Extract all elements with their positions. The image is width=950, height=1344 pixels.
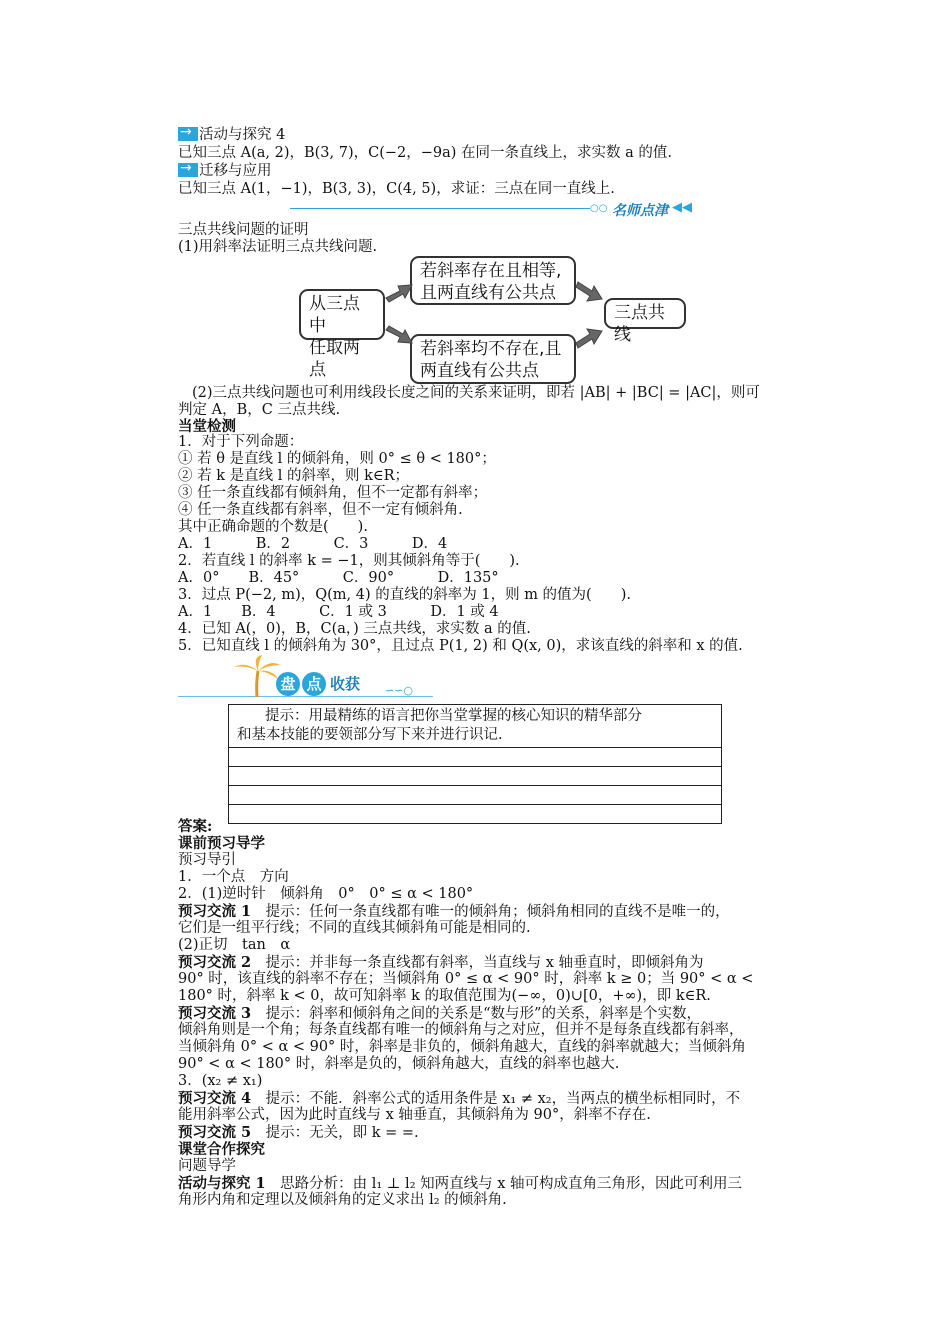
answers-p3-line2: 倾斜角则是一个角；每条直线都有唯一的倾斜角与之对应，但并不是每条直线都有斜率， [178,1022,744,1038]
answers-p5: 预习交流 5 提示：无关，即 k = =. [178,1124,419,1141]
answers-a3: 3．(x₂ ≠ x₁) [178,1073,263,1089]
summary-table: 提示：用最精练的语言把你当堂掌握的核心知识的精华部分 和基本技能的要领部分写下来并进行识记. [228,704,722,824]
notes-row[interactable] [229,766,721,785]
dots-icon: ○○ [590,203,608,214]
answers-sub1: 预习导引 [178,852,236,868]
quiz-q3: 3．过点 P(−2, m)，Q(m, 4) 的直线的斜率为 1，则 m 的值为( ). [178,587,631,603]
flow-box-result: 三点共线 [604,298,686,329]
quiz-s3: ③ 任一条直线都有倾斜角，但不一定都有斜率； [178,485,488,501]
arrow-down-left-icon [386,326,412,343]
answers-p3-line1: 预习交流 3 提示：斜率和倾斜角之间的关系是“数与形”的关系，斜率是个实数， [178,1005,701,1022]
answers-section2: 课堂合作探究 [178,1141,265,1158]
answers-p3-line3: 当倾斜角 0° < α < 90° 时，斜率是非负的，倾斜角越大，直线的斜率就越大；当倾斜角 [178,1039,746,1055]
wave-icon: ∽∽○ [385,684,414,697]
answers-act1-line2: 角形内角和定理以及倾斜角的定义求出 l₂ 的倾斜角. [178,1192,507,1208]
answers-p1-line2: 它们是一组平行线；不同的直线其倾斜角可能是相同的. [178,920,531,936]
quiz-q2: 2．若直线 l 的斜率 k = −1，则其倾斜角等于( ). [178,553,520,569]
answers-title: 答案: [178,818,213,835]
arrow-tag-icon [178,163,198,177]
answers-act1-line1: 活动与探究 1 思路分析：由 l₁ ⊥ l₂ 知两直线与 x 轴可构成直角三角形，因此可利用三 [178,1175,743,1192]
answers-sub2: 问题导学 [178,1158,236,1174]
transfer-text: 已知三点 A(1，−1)，B(3, 3)，C(4, 5)，求证：三点在同一直线上. [178,181,615,197]
quiz-s2: ② 若 k 是直线 l 的斜率，则 k∈R； [178,468,410,484]
arrow-down-right-icon [576,282,602,301]
answers-p2-line3: 180° 时，斜率 k < 0，故可知斜率 k 的取值范围为(−∞，0)∪[0，+∞)，即 k∈R. [178,988,711,1004]
answers-a1: 1．一个点 方向 [178,869,289,885]
proof-item2-line1: (2)三点共线问题也可利用线段长度之间的关系来证明，即若 |AB| + |BC| = |AC|，则可 [192,385,760,401]
answers-p1-line1: 预习交流 1 提示：任何一条直线都有唯一的倾斜角；倾斜角相同的直线不是唯一的， [178,903,730,920]
flow-box-start: 从三点中 任取两点 [299,289,385,340]
flow-box-bottom: 若斜率均不存在,且 两直线有公共点 [410,334,576,384]
arrow-up-left-icon [386,285,412,302]
answers-a2: 2．(1)逆时针 倾斜角 0° 0° ≤ α < 180° [178,886,474,902]
proof-title: 三点共线问题的证明 [178,222,309,238]
transfer-heading: →迁移与应用 [178,163,272,180]
quiz-s1: ① 若 θ 是直线 l 的倾斜角，则 0° ≤ θ < 180°； [178,451,496,467]
activity4-text: 已知三点 A(a, 2)，B(3, 7)，C(−2，−9a) 在同一条直线上，求实数 a 的值. [178,145,673,161]
arrow-up-right-icon [576,329,602,348]
quiz-q5: 5．已知直线 l 的倾斜角为 30°，且过点 P(1, 2) 和 Q(x, 0)，求该直线的斜率和 x 的值. [178,638,743,654]
activity4-heading: →活动与探究 4 [178,127,285,144]
teacher-badge: ○○ 名师点津 ◀◀ [590,200,692,219]
quiz-q2-options: A．0° B．45° C．90° D．135° [178,570,499,586]
answers-p3-line4: 90° < α < 180° 时，斜率是负的，倾斜角越大，直线的斜率也越大. [178,1056,620,1072]
proof-item2-line2: 判定 A，B，C 三点共线. [178,402,341,418]
answers-p4-line2: 能用斜率公式，因为此时直线与 x 轴垂直，其倾斜角为 90°，斜率不存在. [178,1107,651,1123]
notes-row[interactable] [229,785,721,804]
answers-p4-line1: 预习交流 4 提示：不能．斜率公式的适用条件是 x₁ ≠ x₂，当两点的横坐标相同时，不 [178,1090,741,1107]
palm-tree-icon [232,655,282,699]
flow-arrows [380,270,610,370]
answers-p2-line2: 90° 时，该直线的斜率不存在；当倾斜角 0° ≤ α < 90° 时，斜率 k ≥ 0；当 90° < α < [178,971,754,987]
chevron-icon: ◀◀ [672,200,692,215]
notes-row[interactable] [229,747,721,766]
quiz-q1-options: A．1 B．2 C．3 D．4 [178,536,448,552]
quiz-q1: 1．对于下列命题： [178,434,304,450]
summary-badge: 盘 点 收获 [276,672,360,696]
quiz-s4: ④ 任一条直线都有斜率，但不一定有倾斜角. [178,502,463,518]
proof-item1: (1)用斜率法证明三点共线问题. [178,239,378,255]
answers-a2b: (2)正切 tan α [178,937,291,953]
arrow-tag-icon [178,127,198,141]
quiz-q1-ask: 其中正确命题的个数是( ). [178,519,368,535]
notes-row[interactable] [229,804,721,823]
answers-p2-line1: 预习交流 2 提示：并非每一条直线都有斜率，当直线与 x 轴垂直时，即倾斜角为 [178,954,704,971]
quiz-q3-options: A．1 B．4 C．1 或 3 D．1 或 4 [178,604,499,620]
teacher-divider [290,208,590,209]
answers-section1: 课前预习导学 [178,835,265,852]
flow-box-top: 若斜率存在且相等, 且两直线有公共点 [410,256,576,305]
quiz-q4: 4．已知 A(，0)，B，C(a，) 三点共线，求实数 a 的值. [178,621,531,637]
quiz-title: 当堂检测 [178,418,236,435]
